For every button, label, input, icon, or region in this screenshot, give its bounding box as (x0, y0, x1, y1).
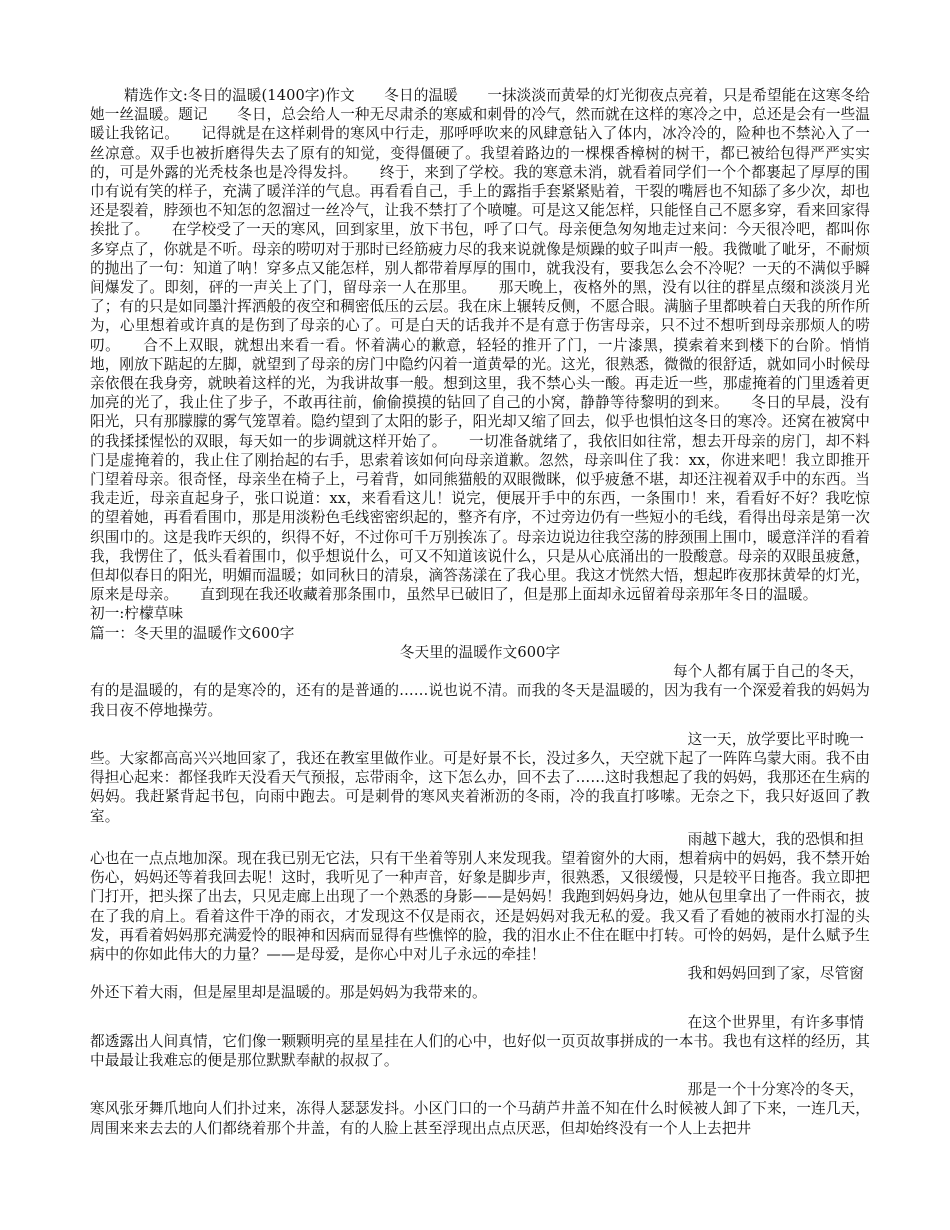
section-heading: 篇一：冬天里的温暖作文600字 (90, 624, 295, 642)
essay-paragraph-5 (90, 964, 870, 1002)
author-line: 初一:柠檬草味 (90, 605, 184, 623)
paragraph-5-lead: 我和妈妈回到了家，尽管窗 (687, 965, 864, 983)
paragraph-2-body: 有的是温暖的，有的是寒冷的，还有的是普通的……说也说不清。而我的冬天是温暖的，因为我有一个深爱着我的妈妈为我日夜不停地操劳。 (90, 682, 870, 719)
paragraph-7-body: 寒风张牙舞爪地向人们扑过来，冻得人瑟瑟发抖。小区门口的一个马葫芦井盖不知在什么时候被人卸了下来，一连几天，周围来来去去的人们都绕着那个井盖，有的人脸上甚至浮现出点点厌恶，但却始终没有一个人上去把井 (90, 1100, 870, 1137)
essay-paragraph-3 (90, 730, 870, 826)
paragraph-7-lead: 那是一个十分寒冷的冬天， (687, 1081, 864, 1099)
essay-paragraph-7 (90, 1080, 870, 1138)
essay-paragraph-1: 精选作文:冬日的温暖(1400字)作文 冬日的温暖 一抹淡淡而黄晕的灯光彻夜点亮着，只是希望能在这寒冬给她一丝温暖。题记 冬日，总会给人一种无尽肃杀的寒威和刺骨的冷气，然而就在这样的寒冷之中，总还是会有一些温暖让我铭记。 记得就是在这样刺骨的寒风中行走，那呼呼吹来的风肆意钻入了体内，冰冷冷的，险种也不禁沁入了一丝凉意。双手也被折磨得失去了原有的知觉，变得僵硬了。我望着路边的一棵棵香樟树的树干，都已被给包得严严实实的，可是外露的光秃枝条也是冷得发抖。 终于，来到了学校。我的寒意未消，就看着同学们一个个都裹起了厚厚的围巾有说有笑的样子，充满了暖洋洋的气息。再看看自己，手上的露指手套紧紧贴着，干裂的嘴唇也不知舔了多少次，却也还是裂着，脖颈也不知怎的忽溜过一丝冷气，让我不禁打了个喷嚏。可是这又能怎样，只能怪自己不愿多穿，看来回家得挨批了。 在学校受了一天的寒风，回到家里，放下书包，呼了口气。母亲便急匆匆地走过来问：今天很冷吧，都叫你多穿点了，你就是不听。母亲的唠叨对于那时已经筋疲力尽的我来说就像是烦躁的蚊子叫声一般。我微呲了呲牙，不耐烦的抛出了一句：知道了呐！穿多点又能怎样，别人都带着厚厚的围巾，就我没有，要我怎么会不冷呢？一天的不满似乎瞬间爆发了。即刻，砰的一声关上了门，留母亲一人在那里。 那天晚上，夜格外的黑，没有以往的群星点缀和淡淡月光了；有的只是如同墨汁挥洒般的夜空和稠密低压的云层。我在床上辗转反侧，不愿合眼。满脑子里都映着白天我的所作所为，心里想着或许真的是伤到了母亲的心了。可是白天的话我并不是有意于伤害母亲，只不过不想听到母亲那烦人的唠叨。 合不上双眼，就想出来看一看。怀着满心的歉意，轻轻的推开了门，一片漆黑，摸索着来到楼下的台阶。悄悄地，刚放下踮起的左脚，就望到了母亲的房门中隐约闪着一道黄晕的光。这光，很熟悉，微微的很舒适，就如同小时候母亲依偎在我身旁，就映着这样的光，为我讲故事一般。想到这里，我不禁心头一酸。再走近一些，那虚掩着的门里透着更加亮的光了，我止住了步子，不敢再往前，偷偷摸摸的钻回了自己的小窝，静静等待黎明的到来。 冬日的早晨，没有阳光，只有那朦朦的雾气笼罩着。隐约望到了太阳的影子，阳光却又缩了回去，似乎也惧怕这冬日的寒冷。还窝在被窝中的我揉揉惺忪的双眼，每天如一的步调就这样开始了。 一切准备就绪了，我依旧如往常，想去开母亲的房门，却不料门是虚掩着的，我止住了刚抬起的右手，思索着该如何向母亲道歉。忽然，母亲叫住了我：xx，你进来吧！我立即推开门望着母亲。很奇怪，母亲坐在椅子上，弓着背，如同熊猫般的双眼微眯，似乎疲惫不堪，却还注视着双手中的东西。当我走近，母亲直起身子，张口说道：xx，来看看这儿！说完，便展开手中的东西，一条围巾！来，看看好不好？我吃惊的望着她，再看看围巾，那是用淡粉色毛线密密织起的，整齐有序，不过旁边仍有一些短小的毛线，看得出母亲是第一次织围巾的。这是我昨天织的，织得不好，不过你可千万别挨冻了。母亲边说边往我空荡的脖颈围上围巾，暖意洋洋的看着我，我愣住了，低头看着围巾，似乎想说什么，可又不知道该说什么，只是从心底涌出的一股酸意。母亲的双眼虽疲惫，但却似春日的阳光，明媚而温暖；如同秋日的清泉，滴答荡漾在了我心里。我这才恍然大悟，想起昨夜那抹黄晕的灯光，原来是母亲。 直到现在我还收藏着那条围巾，虽然早已破旧了，但是那上面却永远留着母亲那年冬日的温暖。 (90, 87, 870, 604)
essay-paragraph-6 (90, 1013, 870, 1071)
essay-paragraph-4 (90, 830, 870, 964)
paragraph-5-body: 外还下着大雨，但是屋里却是温暖的。那是妈妈为我带来的。 (90, 984, 487, 1002)
paragraph-2-lead: 每个人都有属于自己的冬天， (672, 663, 864, 681)
paragraph-3-body: 些。大家都高高兴兴地回家了，我还在教室里做作业。可是好景不长，没过多久，天空就下起了一阵阵乌蒙大雨。我不由得担心起来：都怪我昨天没看天气预报，忘带雨伞，这下怎么办，回不去了……这时我想起了我的妈妈，我那还在生病的妈妈。我赶紧背起书包，向雨中跑去。可是刺骨的寒风夹着淅沥的冬雨，冷的我直打哆嗦。无奈之下，我只好返回了教室。 (90, 749, 870, 825)
paragraph-4-body: 心也在一点点地加深。现在我已别无它法，只有干坐着等别人来发现我。望着窗外的大雨，想着病中的妈妈，我不禁开始伤心，妈妈还等着我回去呢！这时，我听见了一种声音，好象是脚步声，很熟悉，又很缓慢，只是较平日拖沓。我立即把门打开，把头探了出去，只见走廊上出现了一个熟悉的身影——是妈妈！我跑到妈妈身边，她从包里拿出了一件雨衣，披在了我的肩上。看着这件干净的雨衣，才发现这不仅是雨衣，还是妈妈对我无私的爱。我又看了看她的被雨水打湿的头发，再看着妈妈那充满爱怜的眼神和因病而显得有些憔悴的脸，我的泪水止不住在眶中打转。可怜的妈妈，是什么赋予生病中的你如此伟大的力量？——是母爱，是你心中对儿子永远的牵挂！ (90, 849, 870, 963)
paragraph-3-lead: 这一天，放学要比平时晚一 (687, 730, 864, 748)
essay-title: 冬天里的温暖作文600字 (399, 643, 561, 661)
document-page (90, 86, 870, 1138)
paragraph-6-body: 都透露出人间真情，它们像一颗颗明亮的星星挂在人们的心中，也好似一页页故事拼成的一本书。我也有这样的经历，其中最最让我难忘的便是那位默默奉献的叔叔了。 (90, 1032, 870, 1069)
essay-paragraph-2 (90, 662, 870, 720)
paragraph-4-lead: 雨越下越大，我的恐惧和担 (687, 830, 864, 848)
paragraph-6-lead: 在这个世界里，有许多事情 (687, 1013, 864, 1031)
